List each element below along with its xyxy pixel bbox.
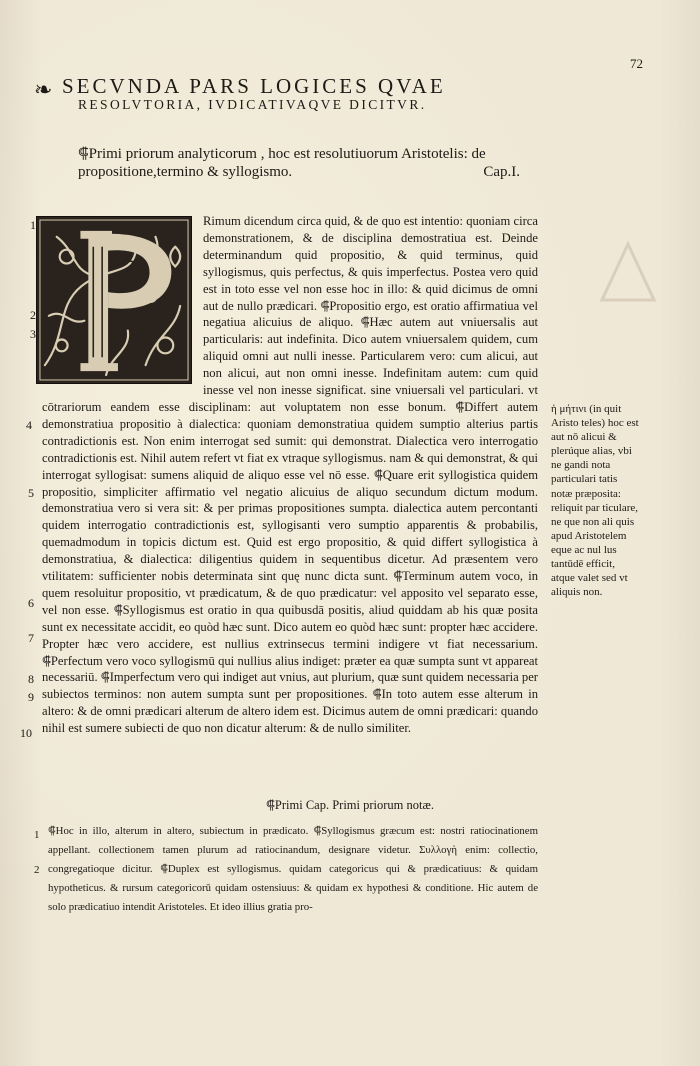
line-number: 10 bbox=[20, 726, 32, 740]
chapter-heading-text: ⸿Primi priorum analyticorum , hoc est resolutiuorum Aristotelis: de propositione,termino & syllogismo. bbox=[78, 146, 486, 180]
section-title: SECVNDA PARS LOGICES QVAE bbox=[62, 74, 446, 98]
notes-text: ⸿Hoc in illo, alterum in altero, subiectum in prædicato. ⸿Syllogismus græcum est: nostri ratiocinationem appellant. collectionem tamen plurum ad ratiocinandum, designare videtur. Συλλογὴ enim: collectio, congregatioque dicitur. ⸿Duplex est syllogismus. quidam categoricus qui & prædicatiuus: & quidam hypotheticus. & rursum categoricorū quidam ostensiuus: & quidam ex hypothesi & conditione. Hic autem de solo prædicatiuo intendit Aristoteles. Et ideo illius gratia pro- bbox=[48, 825, 538, 913]
line-number: 5 bbox=[28, 486, 34, 500]
main-text: Rimum dicendum circa quid, & de quo est intentio: quoniam circa demonstrationem, & de disciplina demostratiua est. Deinde determinandum quid propositio, & quid terminus, quid syllogismus, quis perfectus, & quis imperfectus. Postea vero quid est in toto esse vel non esse hoc in illo: & quid dicimus de omni aut de nullo prædicari. ⸿Propositio ergo, est oratio affirmatiua vel negatiua alicuius de aliquo. ⸿Hæc autem aut vniuersalis aut particularis: aut indefinita. Dico autem vniuersalem quidem, cum aliquid omni aut nulli inesse. Particularem vero: cum alicui, aut non alicui, aut non omni inesse. Indefinitam autem: cum quid inesse vel non inesse significat. sine vniuersali vel particulari. vt cōtrariorum eandem esse disciplinam: aut voluptatem non esse bonum. ⸿Differt autem demonstratiua propositio à dialectica: quoniam demonstratiua quidem sumptio alterius partis contradictionis est. Non enim interrogat sed sumit: qui demonstrat. Dialectica vero interrogatio contradictionis est. Nihil autem refert vt fiat ex vtraque syllogismus. nam & qui demonstrat, & qui interrogat syllogisat: sumens aliquid de aliquo esse vel nō esse. ⸿Quare erit syllogistica quidem propositio, simpliciter affirmatio vel negatio alicuius de aliquo secundum dictum modum. demonstratiua vero si vera sit: & per primas propositiones sumpta. dialectica autem percontanti quidem interrogatio contradictionis est, syllogisanti vero sumptio apparentis & probabilis, quemadmodum in topicis dictum est. Quid est ergo propositio, & quid differt syllogistica à demonstratiua, & dialectica: diligentius quidem in sequentibus dicetur. Ad præsentem vero vtilitatem: sufficienter nobis determinata sint quę nunc dicta sunt. ⸿Terminum autem voco, in quem resoluitur propositio, vt prædicatum, & de quo prædicatur: vel apposito vel separato esse, vel non esse. ⸿Syllogismus est oratio in qua quibusdā positis, aliud quiddam ab his quæ posita sunt ex necessitate accidit, eo quòd hæc sunt. Dico autem eo quòd hæc sunt: propter hæc accidere. Propter hæc vero accidere, est nullius extrinsecus termini indigere vt fiat necessarium. ⸿Perfectum vero voco syllogismū qui nullius alius indiget: præter ea quæ sumpta sunt vt appareat necessariū. ⸿Imperfectum vero qui indiget aut vnius, aut plurium, quæ sunt quidem necessaria per subiectos terminos: non autem sumpta sunt per propositiones. ⸿In toto autem esse alterum in altero: & de omni prædicari alterum de altero idem est. Dicimus autem de omni prædicari: quando nihil est sumere subiecti de quo non dicatur alterum: & de nullo similiter. bbox=[42, 214, 538, 736]
note-number: 1 bbox=[34, 829, 40, 841]
fleuron-ornament-icon: ❧ bbox=[34, 77, 53, 102]
drop-cap-space bbox=[42, 213, 198, 385]
chapter-label: Cap.I. bbox=[483, 164, 520, 180]
section-subtitle: RESOLVTORIA, IVDICATIVAQVE DICITVR. bbox=[78, 97, 427, 112]
notes-title: ⸿Primi Cap. Primi priorum notæ. bbox=[266, 798, 434, 812]
line-number: 6 bbox=[28, 596, 34, 610]
line-number: 1 bbox=[30, 218, 36, 232]
marginal-note: ἡ μήτινι (in quit Aristo teles) hoc est aut nō alicui & plerúque alias, vbi ne gandi nota particulari tatis notæ præposita: reliquit par ticulare, ne que non ali quis apud Aristotelem eque ac nul lus tantūdē efficit, atque valet sed vt aliquis non. bbox=[551, 403, 639, 599]
page-number: 72 bbox=[630, 56, 643, 71]
main-text-block bbox=[42, 213, 538, 737]
line-number: 3 bbox=[30, 327, 36, 341]
line-number: 9 bbox=[28, 690, 34, 704]
line-number: 2 bbox=[30, 308, 36, 322]
faint-triangle-show-through bbox=[598, 240, 658, 306]
line-number: 4 bbox=[26, 418, 32, 432]
note-number: 2 bbox=[34, 864, 40, 876]
line-number: 7 bbox=[28, 631, 34, 645]
chapter-heading bbox=[78, 145, 520, 181]
line-number: 8 bbox=[28, 672, 34, 686]
